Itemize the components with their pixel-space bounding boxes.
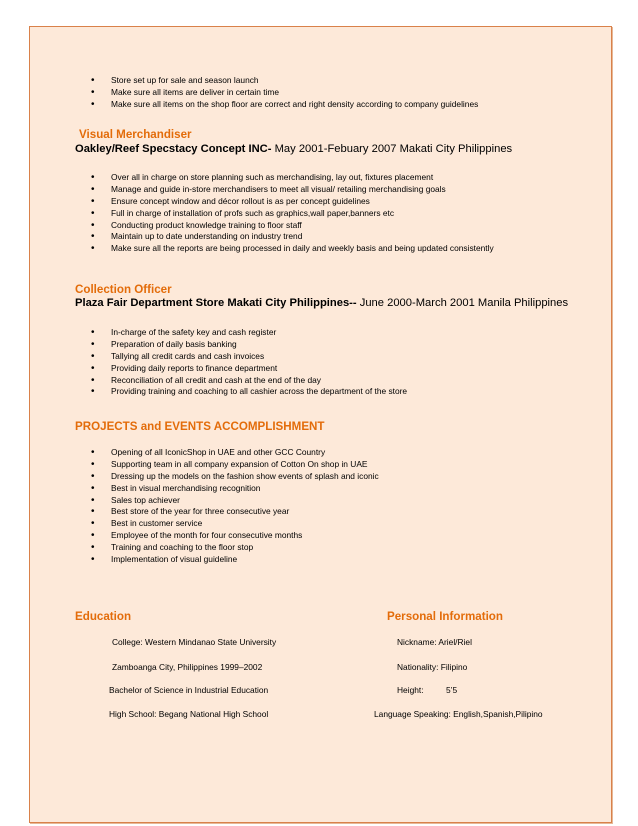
list-item: • Opening of all IconicShop in UAE and other GCC Country (91, 447, 379, 459)
list-item: • Employee of the month for four consecutive months (91, 530, 379, 542)
list-item: • Best in visual merchandising recognition (91, 483, 379, 495)
list-item: • Providing daily reports to finance department (91, 363, 407, 375)
list-item: • Sales top achiever (91, 495, 379, 507)
co-dates: June 2000-March 2001 Manila Philippines (356, 297, 569, 309)
list-item: • Manage and guide in-store merchandisers to meet all visual/ retailing merchandising goals (91, 184, 494, 196)
list-item: • Maintain up to date understanding on industry trend (91, 231, 494, 243)
vm-company: Oakley/Reef Specstacy Concept INC- (75, 143, 272, 155)
education-highschool: High School: Begang National High School (109, 709, 269, 719)
education-heading: Education (75, 610, 132, 623)
list-item: • Ensure concept window and décor rollout is as per concept guidelines (91, 196, 494, 208)
list-item: • Training and coaching to the floor stop (91, 542, 379, 554)
list-item: • Full in charge of installation of profs such as graphics,wall paper,banners etc (91, 208, 494, 220)
personal-heading: Personal Information (387, 610, 503, 623)
list-item: • Make sure all the reports are being processed in daily and weekly basis and being updated consistently (91, 243, 494, 255)
projects-heading: PROJECTS and EVENTS ACCOMPLISHMENT (75, 420, 325, 433)
list-item: • Preparation of daily basis banking (91, 339, 407, 351)
education-degree: Bachelor of Science in Industrial Education (109, 685, 269, 695)
co-job-title: Collection Officer (75, 283, 172, 296)
co-bullet-list (91, 327, 407, 398)
resume-page (29, 26, 612, 823)
projects-bullet-list (91, 447, 379, 566)
list-item: • Providing training and coaching to all cashier across the department of the store (91, 386, 407, 398)
co-company: Plaza Fair Department Store Makati City Philippines-- (75, 297, 357, 309)
personal-nationality: Nationality: Filipino (397, 662, 468, 672)
list-item: • Store set up for sale and season launch (91, 75, 478, 87)
list-item: • Reconciliation of all credit and cash at the end of the day (91, 375, 407, 387)
vm-dates: May 2001-Febuary 2007 Makati City Philippines (271, 143, 513, 155)
personal-height-value: 5’5 (446, 685, 458, 695)
list-item: • Tallying all credit cards and cash invoices (91, 351, 407, 363)
vm-job-title: Visual Merchandiser (79, 128, 192, 141)
list-item: • In-charge of the safety key and cash register (91, 327, 407, 339)
list-item: • Over all in charge on store planning such as merchandising, lay out, fixtures placement (91, 172, 494, 184)
list-item: • Conducting product knowledge training to floor staff (91, 220, 494, 232)
personal-height-label: Height: (397, 685, 424, 695)
list-item: • Make sure all items on the shop floor are correct and right density according to company guidelines (91, 99, 478, 111)
top-bullet-list (91, 75, 478, 111)
personal-nickname: Nickname: Ariel/Riel (397, 637, 472, 647)
list-item: • Dressing up the models on the fashion show events of splash and iconic (91, 471, 379, 483)
education-college: College: Western Mindanao State University (112, 637, 277, 647)
personal-language: Language Speaking: English,Spanish,Pilipino (374, 709, 543, 719)
list-item: • Supporting team in all company expansion of Cotton On shop in UAE (91, 459, 379, 471)
co-job-line (75, 297, 568, 309)
list-item: • Make sure all items are deliver in certain time (91, 87, 478, 99)
list-item: • Implementation of visual guideline (91, 554, 379, 566)
vm-job-line (75, 143, 512, 155)
list-item: • Best store of the year for three consecutive year (91, 506, 379, 518)
vm-bullet-list (91, 172, 494, 255)
list-item: • Best in customer service (91, 518, 379, 530)
education-location: Zamboanga City, Philippines 1999–2002 (112, 662, 263, 672)
